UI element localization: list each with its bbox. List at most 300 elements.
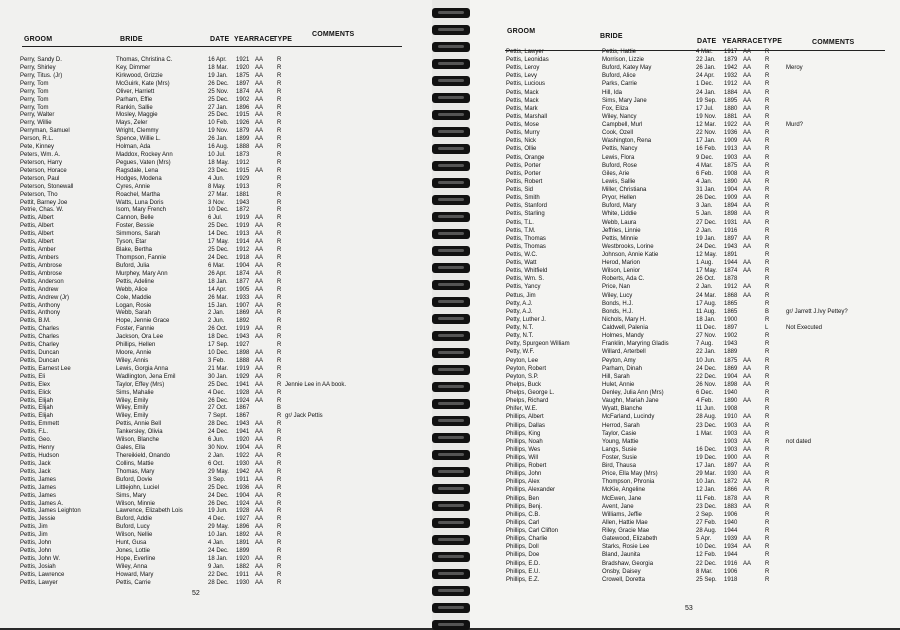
table-row: [470, 186, 900, 194]
cell-groom: Pettis, Elijah: [20, 397, 54, 404]
cell-groom: Pettis, Starling: [506, 211, 545, 218]
page-number: 53: [685, 605, 693, 612]
table-row: [470, 105, 900, 113]
cell-bride: Herrod, Sarah: [602, 422, 640, 429]
table-row: [470, 373, 900, 381]
cell-type: R: [277, 80, 282, 87]
cell-date: 24 Dec.: [208, 492, 229, 499]
cell-bride: Cook, Ozell: [602, 130, 634, 137]
cell-groom: Person, R.L.: [20, 136, 54, 143]
table-row: [0, 539, 432, 547]
cell-bride: Wiley, Emily: [116, 413, 149, 420]
cell-groom: Pete, Kinney: [20, 144, 55, 151]
cell-race: AA: [255, 270, 264, 277]
cell-type: R: [277, 159, 282, 166]
cell-groom: Pettis, Porter: [506, 162, 541, 169]
table-row: [0, 563, 432, 571]
cell-groom: Pettis, Mark: [506, 105, 538, 112]
table-row: [0, 183, 432, 191]
cell-bride: Isom, Mary French: [116, 207, 167, 214]
cell-bride: Oliver, Harriett: [116, 88, 155, 95]
cell-type: R: [277, 453, 282, 459]
cell-date: 6 Jun.: [208, 437, 225, 444]
cell-date: 3 Nov.: [208, 199, 225, 206]
cell-date: 12 Feb.: [696, 552, 717, 559]
table-row: [0, 111, 432, 119]
cell-year: 1898: [724, 211, 738, 218]
cell-groom: Phillips, King: [506, 430, 541, 437]
table-row: [0, 104, 432, 112]
cell-bride: Sims, Mary Jane: [602, 97, 647, 104]
cell-race: AA: [255, 532, 264, 539]
cell-bride: Jeffries, Linnie: [602, 227, 641, 234]
cell-type: R: [765, 576, 770, 583]
cell-type: R: [765, 365, 770, 372]
table-row: [470, 64, 900, 72]
cell-date: 4 Feb.: [696, 398, 714, 405]
cell-date: 3 Sep.: [208, 476, 226, 483]
table-row: [0, 294, 432, 302]
cell-bride: Johnson, Annie Katie: [602, 252, 659, 258]
cell-type: R: [277, 104, 282, 111]
cell-date: 25 Dec.: [208, 381, 229, 388]
cell-date: 10 Jan.: [208, 532, 228, 539]
cell-groom: Pettis, Sid: [506, 187, 534, 194]
cell-date: 4 Jun.: [208, 175, 225, 182]
cell-groom: Pettis, Wm. S.: [506, 276, 545, 283]
table-row: [0, 56, 432, 64]
cell-type: R: [765, 495, 770, 502]
table-row: [0, 80, 432, 88]
cell-groom: Pettis, Porter: [506, 170, 541, 177]
cell-race: AA: [255, 500, 264, 507]
table-row: [0, 531, 432, 539]
binding-ring: [432, 110, 470, 120]
table-row: [470, 348, 900, 356]
cell-bride: Pettis, Adeline: [116, 278, 155, 285]
table-row: [0, 571, 432, 579]
cell-type: R: [765, 195, 770, 202]
table-row: [0, 72, 432, 80]
cell-year: 1879: [724, 57, 738, 64]
cell-year: 1869: [236, 310, 250, 317]
cell-type: R: [765, 49, 770, 55]
cell-bride: Cannon, Belle: [116, 215, 154, 222]
cell-race: AA: [743, 73, 752, 80]
cell-race: AA: [255, 239, 264, 246]
cell-date: 29 May.: [208, 468, 229, 475]
binding-ring: [432, 467, 470, 477]
cell-year: 1943: [236, 421, 250, 428]
cell-year: 1894: [724, 203, 738, 210]
cell-groom: Pettis, Anderson: [20, 278, 64, 285]
table-row: [0, 151, 432, 159]
cell-bride: Starks, Rosie Lee: [602, 544, 650, 551]
cell-date: 26 Mar.: [208, 294, 229, 301]
cell-type: R: [277, 413, 282, 420]
cell-year: 1915: [236, 167, 250, 174]
cell-race: AA: [255, 231, 264, 238]
header-groom: GROOM: [24, 36, 53, 43]
binding-ring: [432, 280, 470, 290]
cell-type: R: [765, 316, 770, 323]
cell-race: AA: [743, 81, 752, 88]
cell-groom: Pettis, Charles: [20, 334, 60, 341]
cell-race: AA: [255, 571, 264, 578]
cell-year: 1909: [724, 195, 738, 202]
binding-ring: [432, 433, 470, 443]
table-row: [0, 420, 432, 428]
cell-date: 25 Sep.: [696, 576, 717, 583]
cell-groom: Petty, A.J.: [506, 300, 533, 307]
table-row: [0, 381, 432, 389]
cell-bride: Young, Mattie: [602, 438, 639, 445]
cell-race: AA: [743, 138, 752, 145]
cell-race: AA: [255, 381, 264, 388]
cell-type: R: [277, 247, 282, 254]
cell-race: AA: [255, 255, 264, 261]
cell-bride: Pryor, Hellen: [602, 195, 637, 202]
cell-year: 1899: [236, 548, 250, 555]
cell-groom: Peterson, Tho: [20, 191, 58, 198]
cell-date: 25 Dec.: [208, 223, 229, 230]
binding-ring: [432, 382, 470, 392]
binding-ring: [432, 212, 470, 222]
cell-date: 12 Mar.: [696, 122, 717, 129]
cell-type: R: [765, 154, 770, 161]
cell-groom: Pettis, Smith: [506, 195, 540, 202]
cell-year: 1919: [236, 326, 250, 333]
cell-year: 1936: [724, 130, 738, 137]
cell-type: R: [765, 560, 770, 567]
cell-race: AA: [255, 429, 264, 436]
cell-year: 1904: [236, 445, 250, 452]
cell-comment: Meroy: [786, 65, 803, 72]
cell-bride: Logan, Rosie: [116, 302, 152, 309]
cell-bride: Lewis, Gorgia Anna: [116, 365, 169, 372]
cell-groom: Phillips, Noah: [506, 438, 543, 445]
cell-date: 24 Jan.: [696, 89, 716, 96]
table-row: [470, 145, 900, 153]
cell-race: AA: [743, 122, 752, 129]
cell-year: 1930: [724, 471, 738, 478]
cell-groom: Petty, Spurgeon William: [506, 341, 570, 348]
cell-type: R: [277, 468, 282, 475]
cell-race: AA: [743, 65, 752, 72]
cell-type: R: [765, 519, 770, 526]
cell-race: AA: [255, 453, 264, 459]
cell-year: 1920: [236, 555, 250, 562]
cell-groom: Perry, Sandy D.: [20, 57, 62, 63]
cell-date: 16 Dec.: [696, 446, 717, 453]
cell-bride: Littlejohn, Luciel: [116, 484, 160, 491]
cell-groom: Pettis, F.L.: [20, 429, 49, 436]
cell-year: 1903: [724, 154, 738, 161]
cell-year: 1900: [724, 455, 738, 461]
cell-year: 1896: [236, 524, 250, 531]
cell-date: 6 Dec.: [696, 390, 714, 397]
cell-date: 27 Jan.: [208, 104, 228, 111]
cell-year: 1872: [724, 479, 738, 486]
cell-year: 1919: [236, 365, 250, 372]
cell-groom: Pettis, John: [20, 548, 52, 555]
cell-type: R: [277, 326, 282, 333]
cell-date: 10 Jan.: [696, 479, 716, 486]
cell-comment: Jennie Lee in AA book.: [285, 381, 347, 388]
cell-groom: Pettis, Hudson: [20, 453, 60, 459]
cell-race: AA: [255, 57, 264, 63]
cell-year: 1940: [724, 390, 738, 397]
cell-race: AA: [743, 105, 752, 112]
cell-bride: Parks, Carrie: [602, 81, 638, 88]
cell-year: 1890: [724, 398, 738, 405]
cell-type: R: [765, 349, 770, 356]
cell-race: AA: [255, 64, 264, 71]
table-row: [0, 64, 432, 72]
cell-bride: Wiley, Nancy: [602, 113, 637, 120]
cell-year: 1943: [724, 243, 738, 250]
cell-bride: Williams, Jeffie: [602, 511, 642, 518]
header-bride: BRIDE: [120, 36, 143, 43]
cell-type: R: [277, 460, 282, 467]
cell-year: 1943: [236, 334, 250, 341]
cell-type: R: [277, 262, 282, 269]
cell-year: 1883: [724, 503, 738, 510]
cell-year: 1902: [724, 333, 738, 340]
table-row: [0, 389, 432, 397]
cell-date: 3 Jan.: [696, 203, 713, 210]
cell-bride: Webb, Sarah: [116, 310, 151, 317]
cell-type: R: [765, 357, 770, 364]
cell-year: 1912: [236, 247, 250, 254]
cell-type: R: [765, 438, 770, 445]
cell-bride: Tyson, Etar: [116, 239, 147, 246]
cell-type: R: [765, 260, 770, 267]
cell-bride: Wilson, Nellie: [116, 532, 153, 539]
cell-bride: Hope, Everline: [116, 555, 156, 562]
cell-type: R: [277, 215, 282, 222]
table-row: [470, 519, 900, 527]
cell-type: R: [765, 390, 770, 397]
cell-groom: Perry, Tom: [20, 96, 49, 103]
cell-type: R: [277, 524, 282, 531]
cell-type: R: [765, 203, 770, 210]
table-row: [0, 246, 432, 254]
cell-year: 1913: [236, 231, 250, 238]
cell-year: 1874: [724, 268, 738, 275]
binding-ring: [432, 263, 470, 273]
cell-type: R: [765, 138, 770, 145]
cell-type: R: [765, 430, 770, 437]
cell-bride: Hill, Ida: [602, 89, 623, 96]
table-row: [470, 80, 900, 88]
cell-groom: Pettis, Mose: [506, 122, 540, 129]
cell-type: R: [277, 516, 282, 523]
cell-date: 28 Dec.: [208, 421, 229, 428]
cell-date: 9 Jan.: [208, 563, 225, 570]
table-row: [470, 332, 900, 340]
cell-type: R: [765, 422, 770, 429]
cell-year: 1927: [236, 342, 250, 349]
cell-year: 1930: [236, 460, 250, 467]
cell-race: AA: [743, 292, 752, 299]
cell-date: 18 May.: [208, 159, 229, 166]
cell-bride: Wilson, Lenior: [602, 268, 641, 275]
cell-bride: Buford, Addie: [116, 516, 153, 523]
cell-race: AA: [255, 357, 264, 364]
cell-bride: Parham, Effie: [116, 96, 153, 103]
cell-bride: Holman, Ada: [116, 144, 151, 151]
cell-bride: Moore, Annie: [116, 350, 152, 357]
cell-bride: Foster, Fannie: [116, 326, 155, 333]
cell-bride: Crowell, Doretta: [602, 576, 646, 583]
cell-type: R: [765, 162, 770, 169]
cell-race: AA: [255, 334, 264, 341]
cell-groom: Pettis, Leroy: [506, 65, 540, 72]
cell-bride: McKie, Angeline: [602, 487, 646, 494]
cell-date: 14 Apr.: [208, 286, 227, 293]
cell-year: 1892: [236, 318, 250, 325]
cell-groom: Pettis, Albert: [20, 239, 54, 246]
cell-groom: Pettis, Leonidas: [506, 57, 549, 64]
cell-date: 21 Mar.: [208, 365, 229, 372]
cell-date: 2 Jan.: [208, 310, 225, 317]
cell-year: 1920: [236, 64, 250, 71]
cell-date: 17 Jan.: [696, 138, 716, 145]
cell-groom: Pettis, Duncan: [20, 350, 60, 357]
cell-type: R: [277, 239, 282, 246]
table-row: [470, 300, 900, 308]
cell-year: 1934: [724, 544, 738, 551]
cell-type: R: [765, 568, 770, 575]
cell-year: 1919: [236, 223, 250, 230]
cell-year: 1929: [236, 175, 250, 182]
cell-race: AA: [255, 286, 264, 293]
cell-bride: Webb, Laura: [602, 219, 637, 226]
table-row: [0, 547, 432, 555]
cell-date: 1 Mar.: [696, 430, 713, 437]
cell-year: 1913: [724, 146, 738, 153]
table-row: [470, 137, 900, 145]
cell-date: 19 Sep.: [696, 97, 717, 104]
cell-year: 1942: [236, 468, 250, 475]
header-comments: COMMENTS: [812, 39, 855, 46]
cell-groom: Peterson, Paul: [20, 175, 60, 182]
cell-race: AA: [255, 128, 264, 135]
cell-year: 1912: [724, 81, 738, 88]
cell-race: AA: [255, 492, 264, 499]
cell-type: R: [277, 342, 282, 349]
table-row: [470, 470, 900, 478]
cell-race: AA: [255, 524, 264, 531]
binding-ring: [432, 348, 470, 358]
cell-bride: Ragsdale, Lena: [116, 167, 159, 174]
cell-race: AA: [255, 215, 264, 222]
cell-date: 29 Mar.: [696, 471, 717, 478]
cell-bride: Denley, Julia Ann (Mrs): [602, 390, 664, 397]
binding-ring: [432, 450, 470, 460]
table-row: [470, 560, 900, 568]
cell-bride: Jones, Lottie: [116, 548, 151, 555]
cell-bride: Sims, Mary: [116, 492, 146, 499]
table-row: [470, 210, 900, 218]
cell-bride: Roberts, Ada C.: [602, 276, 645, 283]
table-row: [470, 535, 900, 543]
cell-type: R: [277, 500, 282, 507]
cell-date: 27 Feb.: [696, 519, 717, 526]
cell-bride: Wadlington, Jena Emil: [116, 373, 176, 380]
cell-groom: Phillips, Carl: [506, 519, 540, 526]
cell-bride: Buford, Julia: [116, 262, 150, 269]
cell-groom: Pettis, Orange: [506, 154, 545, 161]
cell-bride: Franklin, Maryring Gladis: [602, 341, 669, 348]
binding-spine: [432, 0, 470, 628]
cell-date: 30 Nov.: [208, 445, 229, 452]
cell-year: 1888: [236, 144, 250, 151]
table-row: [470, 219, 900, 227]
cell-groom: Pettis, Josiah: [20, 563, 56, 570]
cell-groom: Pettis, Thomas: [506, 235, 546, 242]
cell-type: R: [277, 492, 282, 499]
binding-ring: [432, 484, 470, 494]
cell-year: 1909: [724, 138, 738, 145]
cell-race: AA: [255, 262, 264, 269]
table-row: [0, 452, 432, 460]
table-row: [0, 214, 432, 222]
cell-type: R: [765, 455, 770, 461]
cell-year: 1900: [724, 316, 738, 323]
cell-year: 1944: [724, 528, 738, 535]
cell-type: R: [277, 571, 282, 578]
cell-bride: Wright, Clemmy: [116, 128, 159, 135]
binding-ring: [432, 76, 470, 86]
cell-bride: Holmes, Mandy: [602, 333, 644, 340]
cell-date: 26 Jan.: [696, 65, 716, 72]
cell-groom: Pettis, James: [20, 476, 57, 483]
cell-year: 1918: [724, 576, 738, 583]
cell-year: 1944: [724, 552, 738, 559]
cell-bride: Buford, Rose: [602, 162, 638, 169]
cell-race: AA: [743, 455, 752, 461]
cell-year: 1884: [724, 89, 738, 96]
cell-type: R: [765, 333, 770, 340]
cell-year: 1882: [236, 563, 250, 570]
cell-race: AA: [743, 479, 752, 486]
cell-year: 1872: [236, 207, 250, 214]
cell-groom: Petty, N.T.: [506, 325, 534, 332]
cell-year: 1875: [724, 162, 738, 169]
cell-year: 1868: [724, 292, 738, 299]
table-row: [0, 302, 432, 310]
cell-type: R: [765, 381, 770, 388]
cell-bride: Thompson, Phronia: [602, 479, 655, 486]
cell-year: 1912: [236, 159, 250, 166]
cell-groom: Peterson, Horace: [20, 167, 67, 174]
table-row: [470, 121, 900, 129]
table-row: [470, 267, 900, 275]
cell-year: 1873: [236, 152, 250, 159]
cell-race: AA: [743, 195, 752, 202]
cell-bride: Gatewood, Elizabeth: [602, 536, 658, 543]
cell-date: 11 Dec.: [696, 325, 717, 332]
cell-groom: Pettis, Ambrose: [20, 262, 63, 269]
cell-date: 17 May.: [696, 268, 717, 275]
cell-bride: Wiley, Emily: [116, 397, 149, 404]
cell-bride: Buford, Lucy: [116, 524, 150, 531]
cell-type: R: [277, 96, 282, 103]
cell-groom: Pettis, Elick: [20, 389, 52, 396]
cell-date: 26 Oct.: [696, 276, 716, 283]
